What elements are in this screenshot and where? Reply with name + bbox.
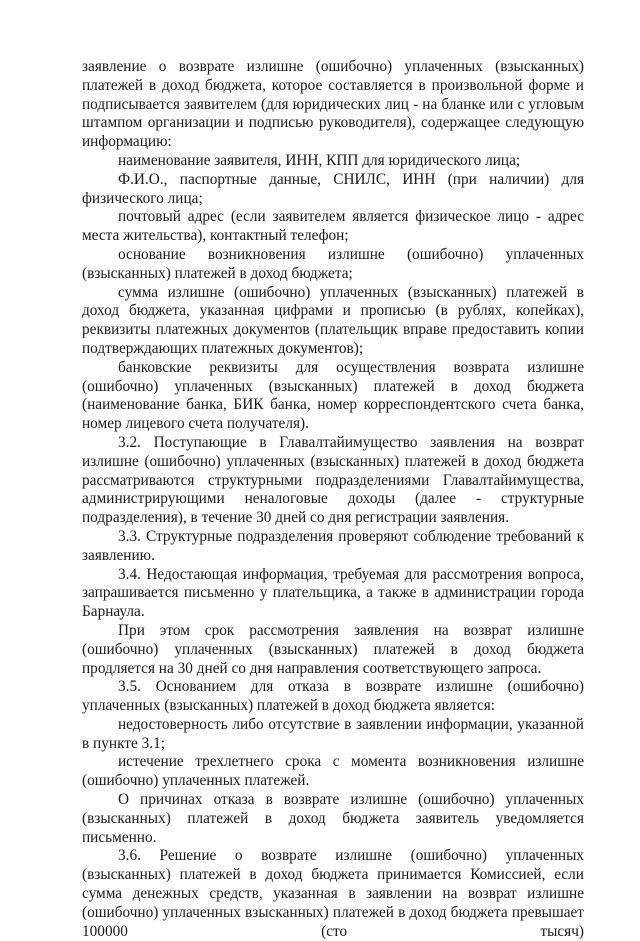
paragraph-application-intro: заявление о возврате излишне (ошибочно) уплаченных (взысканных) платежей в доход бюджета, которое составляется в произвольной форме и подписывается заявителем (для юридических лиц - на бланке или с угловым штампом организации и подписью руководителя), содержащее следующую информацию: xyxy=(82,58,584,151)
paragraph-section-3-5: 3.5. Основанием для отказа в возврате излишне (ошибочно) уплаченных (взысканных) платежей в доход бюджета является: xyxy=(82,678,584,715)
paragraph-section-3-4: 3.4. Недостающая информация, требуемая для рассмотрения вопроса, запрашивается письменно у плательщика, а также в администрации города Барнаула. xyxy=(82,565,584,621)
paragraph-bank-details: банковские реквизиты для осуществления возврата излишне (ошибочно) уплаченных (взысканных) платежей в доход бюджета (наименование банка, БИК банка, номер корреспондентского счета банка, номер лицевого счета получателя). xyxy=(82,358,584,433)
paragraph-term-extension: При этом срок рассмотрения заявления на возврат излишне (ошибочно) уплаченных (взысканных) платежей в доход бюджета продляется на 30 дней со дня направления соответствующего запроса. xyxy=(82,621,584,677)
paragraph-personal-data: Ф.И.О., паспортные данные, СНИЛС, ИНН (при наличии) для физического лица; xyxy=(82,170,584,207)
paragraph-section-3-3: 3.3. Структурные подразделения проверяют соблюдение требований к заявлению. xyxy=(82,527,584,564)
paragraph-refusal-reason-2: истечение трехлетнего срока с момента возникновения излишне (ошибочно) уплаченных платежей. xyxy=(82,753,584,790)
paragraph-overpayment-basis: основание возникновения излишне (ошибочно) уплаченных (взысканных) платежей в доход бюджета; xyxy=(82,245,584,282)
paragraph-applicant-name: наименование заявителя, ИНН, КПП для юридического лица; xyxy=(118,151,521,169)
paragraph-overpayment-amount: сумма излишне (ошибочно) уплаченных (взысканных) платежей в доход бюджета, указанная цифрами и прописью (в рублях, копейках), реквизиты платежных документов (плательщик вправе предоставить копии подтверждающих платежных документов); xyxy=(82,283,584,357)
paragraph-section-3-2: 3.2. Поступающие в Главалтайимущество заявления на возврат излишне (ошибочно) уплаченных (взысканных) платежей в доход бюджета рассматриваются структурными подразделениями Главалтайимущества, администрирующими неналоговые доходы (далее - структурные подразделения), в течение 30 дней со дня регистрации заявления. xyxy=(82,433,584,527)
paragraph-refusal-reason-1: недостоверность либо отсутствие в заявлении информации, указанной в пункте 3.1; xyxy=(82,715,584,752)
document-page xyxy=(82,58,584,941)
paragraph-refusal-notice: О причинах отказа в возврате излишне (ошибочно) уплаченных (взысканных) платежей в доход бюджета заявитель уведомляется письменно. xyxy=(82,791,584,846)
paragraph-section-3-6: 3.6. Решение о возврате излишне (ошибочно) уплаченных (взысканных) платежей в доход бюджета принимается Комиссией, если сумма денежных средств, указанная в заявлении на возврат излишне (ошибочно) уплаченных взысканных) платежей в доход бюджета превышает 100000 (сто тысяч) xyxy=(82,847,584,940)
paragraph-postal-address: почтовый адрес (если заявителем является физическое лицо - адрес места жительства), контактный телефон; xyxy=(82,208,584,245)
